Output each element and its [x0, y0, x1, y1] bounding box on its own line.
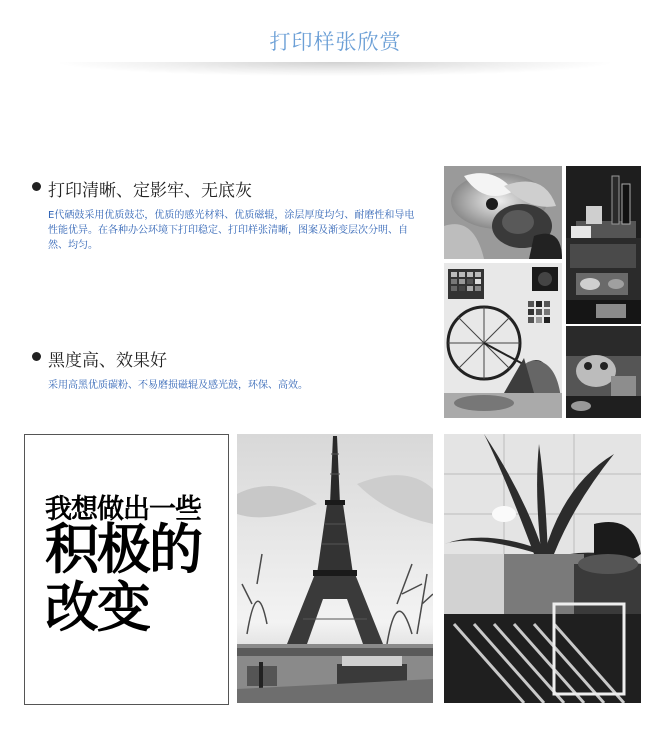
feature-description: E代硒鼓采用优质鼓芯，优质的感光材料、优质磁辊，涂层厚度均匀、耐磨性和导电性能优异。在各种办公环境下打印稳定、打印样张清晰，图案及渐变层次分明、自然、均匀。 [48, 210, 415, 251]
page-title: 打印样张欣赏 [269, 30, 402, 54]
robot-photo [566, 326, 641, 418]
feature-title: 打印清晰、定影牢、无底灰 [48, 181, 252, 201]
feature-description: 采用高黑优质碳粉、不易磨损磁辊及感光鼓，环保、高效。 [48, 380, 308, 391]
bullet-icon [32, 182, 41, 191]
color-chart-bicycle-photo [444, 263, 562, 418]
slogan-card [24, 434, 229, 705]
slogan-line: 改变 [45, 576, 149, 639]
slogan-line: 积极的 [45, 518, 201, 581]
feature-title: 黑度高、效果好 [48, 351, 167, 371]
kitchen-photo [566, 238, 641, 324]
title-shadow-divider [60, 62, 610, 76]
eiffel-tower-photo [237, 434, 433, 703]
potted-plant-photo [444, 434, 641, 703]
slogan-line: 我想做出一些 [45, 494, 201, 525]
bullet-icon [32, 352, 41, 361]
flower-photo [444, 166, 562, 259]
